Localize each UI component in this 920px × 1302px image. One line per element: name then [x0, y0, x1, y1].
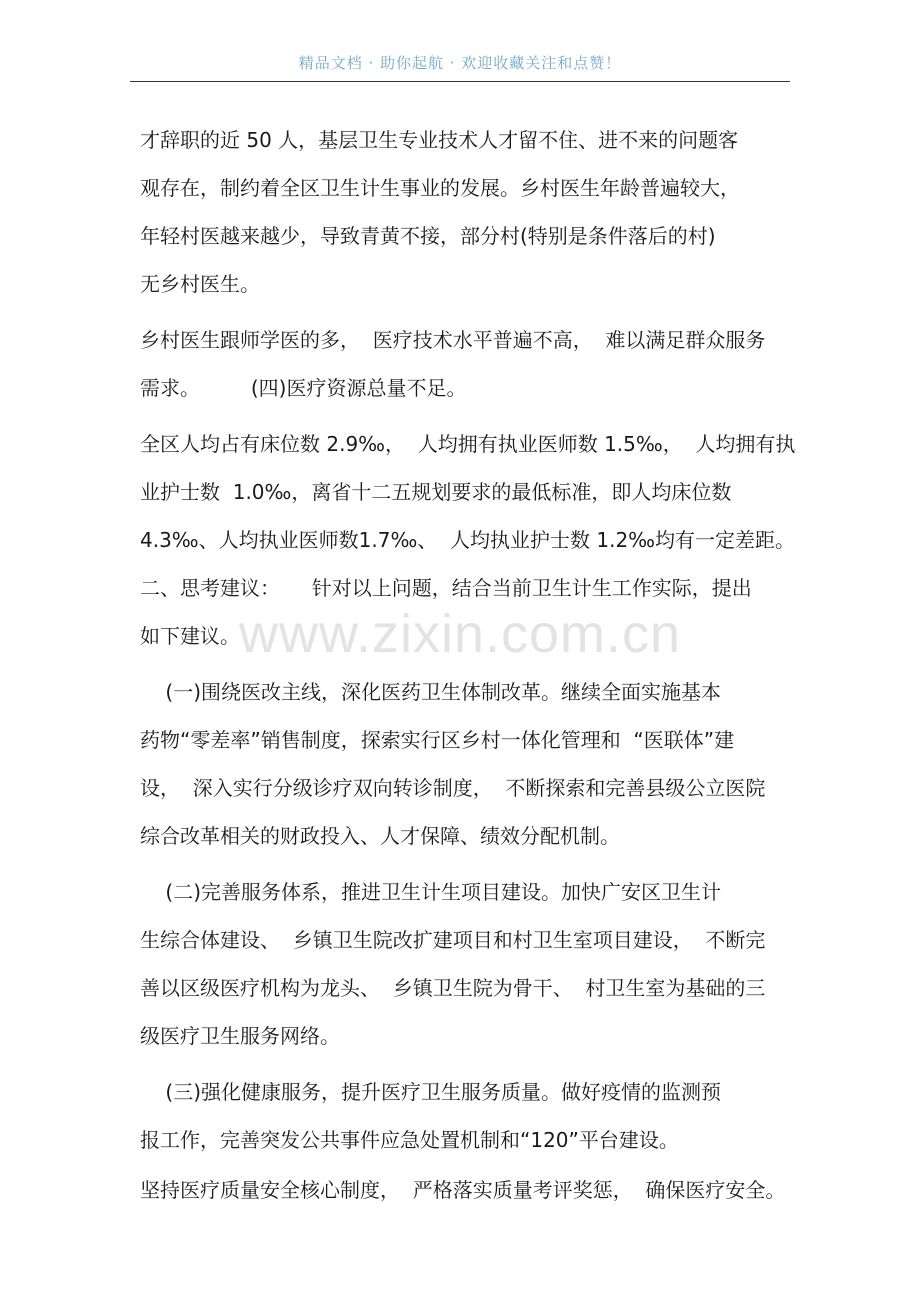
paragraph-3: [140, 420, 800, 660]
text-line: 年轻村医越来越少，导致青黄不接，部分村(特别是条件落后的村): [140, 224, 716, 248]
paragraph-7: [140, 1166, 800, 1214]
paragraph-6: [140, 1068, 800, 1164]
text-line: 乡村医生跟师学医的多， 医疗技术水平普遍不高， 难以满足群众服务: [140, 328, 766, 352]
text-line: (三)强化健康服务，提升医疗卫生服务质量。做好疫情的监测预: [140, 1080, 722, 1104]
text-line: 善以区级医疗机构为龙头、 乡镇卫生院为骨干、 村卫生室为基础的三: [140, 976, 766, 1000]
page-header: 精品文档 · 助你起航 · 欢迎收藏关注和点赞！: [298, 54, 622, 72]
text-line: 级医疗卫生服务网络。: [140, 1024, 340, 1048]
text-line: 药物“零差率”销售制度，探索实行区乡村一体化管理和 “医联体”建: [140, 728, 735, 752]
text-line: 报工作，完善突发公共事件应急处置机制和“120”平台建设。: [140, 1128, 679, 1152]
text-line: 生综合体建设、 乡镇卫生院改扩建项目和村卫生室项目建设， 不断完: [140, 928, 766, 952]
text-line: (一)围绕医改主线，深化医药卫生体制改革。继续全面实施基本: [140, 680, 722, 704]
text-line: 综合改革相关的财政投入、人才保障、绩效分配机制。: [140, 824, 620, 848]
paragraph-4: [140, 668, 800, 860]
text-line: 需求。 (四)医疗资源总量不足。: [140, 376, 467, 400]
text-line: 才辞职的近 50 人，基层卫生专业技术人才留不住、进不来的问题客: [140, 128, 739, 152]
text-line: 坚持医疗质量安全核心制度， 严格落实质量考评奖惩， 确保医疗安全。: [140, 1178, 786, 1202]
text-line: 设， 深入实行分级诊疗双向转诊制度， 不断探索和完善县级公立医院: [140, 776, 766, 800]
text-line: 无乡村医生。: [140, 272, 260, 296]
text-line: 业护士数 1.0‰，离省十二五规划要求的最低标准，即人均床位数: [140, 480, 732, 504]
text-line: 二、思考建议： 针对以上问题，结合当前卫生计生工作实际，提出: [140, 576, 752, 600]
paragraph-1: [140, 116, 800, 308]
text-line: 4.3‰、人均执业医师数1.7‰、 人均执业护士数 1.2‰均有一定差距。: [140, 528, 795, 552]
paragraph-2: [140, 316, 800, 412]
text-line: 全区人均占有床位数 2.9‰， 人均拥有执业医师数 1.5‰， 人均拥有执: [140, 432, 796, 456]
header-rule: [130, 81, 790, 82]
paragraph-5: [140, 868, 800, 1060]
watermark: www.zixin.com.cn: [238, 604, 682, 664]
text-line: 如下建议。: [140, 624, 240, 648]
text-line: (二)完善服务体系，推进卫生计生项目建设。加快广安区卫生计: [140, 880, 722, 904]
text-line: 观存在，制约着全区卫生计生事业的发展。乡村医生年龄普遍较大，: [140, 176, 740, 200]
